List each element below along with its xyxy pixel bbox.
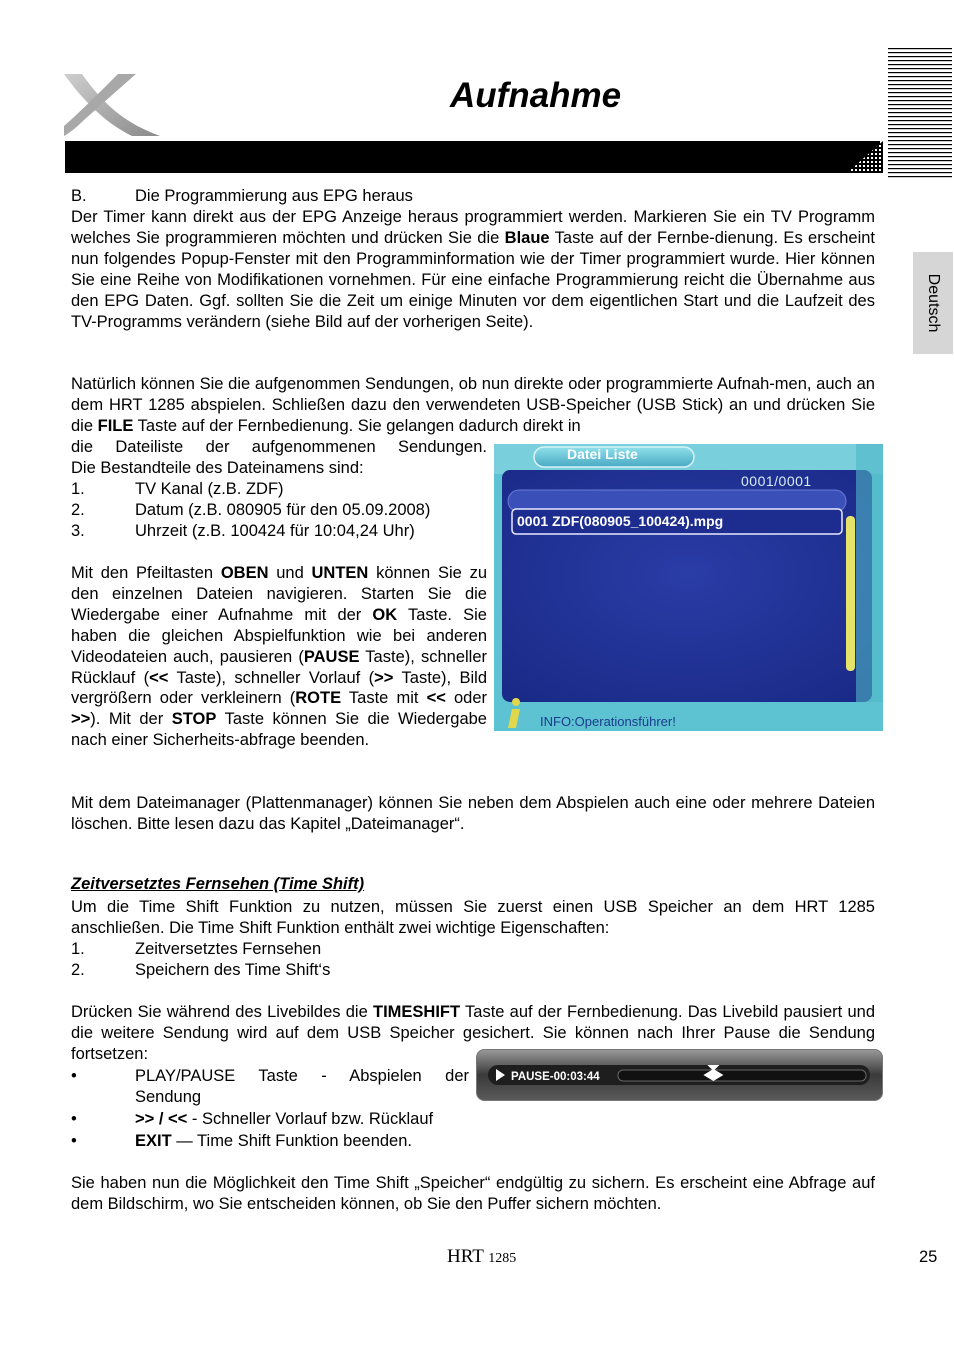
page-title: Aufnahme (450, 76, 622, 115)
screen-counter: 0001/0001 (741, 473, 812, 489)
timeshift-heading: Zeitversetztes Fernsehen (Time Shift) (71, 875, 365, 893)
file-list-sentence: die Dateiliste der aufgenommenen Sendungen. (71, 438, 487, 456)
section-b-title: Die Programmierung aus EPG heraus (135, 187, 413, 205)
navigation-paragraph: Mit den Pfeiltasten OBEN und UNTEN können Sie zu den einzelnen Dateien navigieren. Starten Sie die Wiedergabe einer Aufnahme mit der OK Taste. Sie haben die gleichen Abspielfunktion wie bei anderen Videodateien auch, pausieren (PAUSE Taste), schneller Rücklauf (<< Taste), schneller Vorlauf (>> Taste), Bild vergrößern oder verkleinern (ROTE Taste mit << oder >>). Mit der STOP Taste können Sie die Wiedergabe nach einer Sicherheits-abfrage beenden. (71, 564, 488, 750)
epg-paragraph: Der Timer kann direkt aus der EPG Anzeige heraus programmiert werden. Markieren Sie ein TV Programm welches Sie programmieren möchten und drücken Sie die Blaue Taste auf der Fernbe-dienung. Es erscheint nun folgendes Popup-Fenster mit den Programminformation wie der Timer programmiert wurde. Hier können Sie eine Reihe von Modifikationen vornehmen. Für eine einfache Programmierung reicht die Übernahme aus den EPG Daten. Ggf. sollten Sie die Zeit um einige Minuten vor dem eigentlichen Start und die Laufzeit des TV-Programms verändern (siehe Bild auf der vorherigen Seite). (71, 208, 876, 331)
footer-model: HRT 1285 (447, 1246, 517, 1267)
manual-page: Aufnahme Deutsch B. Die Programmierung aus EPG heraus Der Timer kann direkt aus der EPG Anzeige heraus programmiert werden. Markieren Sie ein TV Programm welches Sie programmieren möchten und drücken Sie die Blaue Taste auf der Fernbe-dienung. Es erscheint nun folgendes Popup-Fenster mit den Programminformation wie der Timer programmiert wurde. Hier können Sie eine Reihe von Modifikationen vornehmen. Für eine einfache Programmierung reicht die Übernahme aus den EPG Daten. Ggf. sollten Sie die Zeit um einige Minuten vor dem eigentlichen Start und die Laufzeit des TV-Programms verändern (siehe Bild auf der vorherigen Seite). Natürlich können Sie die aufgenommen Sendungen, ob nun direkte oder programmierte Aufnah-men, auch an dem HRT 1285 abspielen. Schließen dazu den verwendeten USB-Speicher (USB Stick) an und drücken Sie die FILE Taste auf der Fernbedienung. Sie gelangen dadurch direkt in die Dateiliste der aufgenommenen Sendungen. Die Bestandteile des Dateinamens sind: 1. TV Kanal (z.B. ZDF) 2. Datum (z.B. 080905 für den 05.09.2008) 3. Uhrzeit (z.B. 100424 für 10:04,24 Uhr) Mit den Pfeiltasten OBEN und UNTEN können Sie zu den einzelnen Dateien navigieren. Starten Sie die Wiedergabe einer Aufnahme mit der OK Taste. Sie haben die gleichen Abspielfunktion wie bei anderen Videodateien auch, pausieren (PAUSE Taste), schneller Rücklauf (<< Taste), schneller Vorlauf (>> Taste), Bild vergrößern oder verkleinern (ROTE Taste mit << oder >>). Mit der STOP Taste können Sie die Wiedergabe nach einer Sicherheits-abfrage beenden. Datei Liste 0001/0001 0001 ZDF(080905_100424).mpg INFO:Operationsführer! Mit dem Dateimanager (Plattenmanager) können Sie neben dem Abspielen auch eine oder mehrere Dateien löschen. Bitte lesen dazu das Kapitel „Dateimanager“. Zeitversetztes Fernsehen (Time Shift) Um die Time Shift Funktion zu nutzen, müssen Sie zuerst einen USB Speicher an dem HRT 1285 anschließen. Die Time Shift Funktion enthält zwei wichtige Eigenschaften: 1. Zeitversetztes Fernsehen 2. Speichern des Time Shift‘s Drücken Sie während des Livebildes die TIMESHIFT Taste auf der Fernbedienung. Das Livebild pausiert und die weitere Sendung wird auf dem USB Speicher gesichert. Sie können nach Ihrer Pause die Sendung fortsetzen: • PLAY/PAUSE Taste - Abspielen der Sendung • >> / << - Schneller Vorlauf bzw. Rücklauf • EXIT — Time Shift Funktion beenden. PAUSE-00:03:44 Sie haben nun die Möglichkeit den Time Shift „Speicher“ endgültig zu sichern. Es erscheint eine Abfrage auf dem Bildschirm, wo Sie entscheiden können, ob Sie den Puffer sichern möchten. HRT 1285 25 (0, 0, 954, 1352)
header-dot-pattern (843, 141, 883, 173)
screen-title: Datei Liste (567, 446, 638, 462)
timeshift-bar-label: PAUSE-00:03:44 (511, 1071, 600, 1083)
playback-paragraph: Natürlich können Sie die aufgenommen Sendungen, ob nun direkte oder programmierte Aufnah-men, auch an dem HRT 1285 abspielen. Schließen dazu den verwendeten USB-Speicher (USB Stick) an und drücken Sie die FILE Taste auf der Fernbedienung. Sie gelangen dadurch direkt in (71, 375, 875, 435)
filename-intro: Die Bestandteile des Dateinamens sind: (71, 459, 364, 477)
language-tab (913, 252, 953, 354)
closing-paragraph: Sie haben nun die Möglichkeit den Time Shift „Speicher“ endgültig zu sichern. Es erscheint eine Abfrage auf dem Bildschirm, wo Sie entscheiden können, ob Sie den Puffer sichern möchten. (71, 1174, 875, 1213)
dateimanager-paragraph: Mit dem Dateimanager (Plattenmanager) können Sie neben dem Abspielen auch eine oder mehrere Dateien löschen. Bitte lesen dazu das Kapitel „Dateimanager“. (71, 794, 875, 833)
timeshift-press-paragraph: Drücken Sie während des Livebildes die TIMESHIFT Taste auf der Fernbedienung. Das Livebild pausiert und die weitere Sendung wird auf dem USB Speicher gesichert. Sie können nach Ihrer Pause die Sendung fortsetzen: (71, 1003, 875, 1063)
screen-info: INFO:Operationsführer! (540, 714, 676, 729)
section-b-label: B. (71, 187, 87, 205)
bullet-play-pause-text: PLAY/PAUSE Taste - Abspielen der (135, 1067, 469, 1085)
file-list-screenshot (494, 444, 883, 731)
timeshift-intro: Um die Time Shift Funktion zu nutzen, müssen Sie zuerst einen USB Speicher an dem HRT 1285 anschließen. Die Time Shift Funktion enthält zwei wichtige Eigenschaften: (71, 898, 875, 937)
decorative-stripes (888, 48, 952, 180)
language-tab-label: Deutsch (925, 273, 942, 333)
screen-file-item[interactable]: 0001 ZDF(080905_100424).mpg (517, 513, 724, 529)
bullet-play-pause-text2: Sendung (135, 1088, 202, 1106)
brand-x-logo (62, 72, 162, 138)
header-bar (65, 141, 880, 173)
page-number: 25 (919, 1248, 938, 1266)
